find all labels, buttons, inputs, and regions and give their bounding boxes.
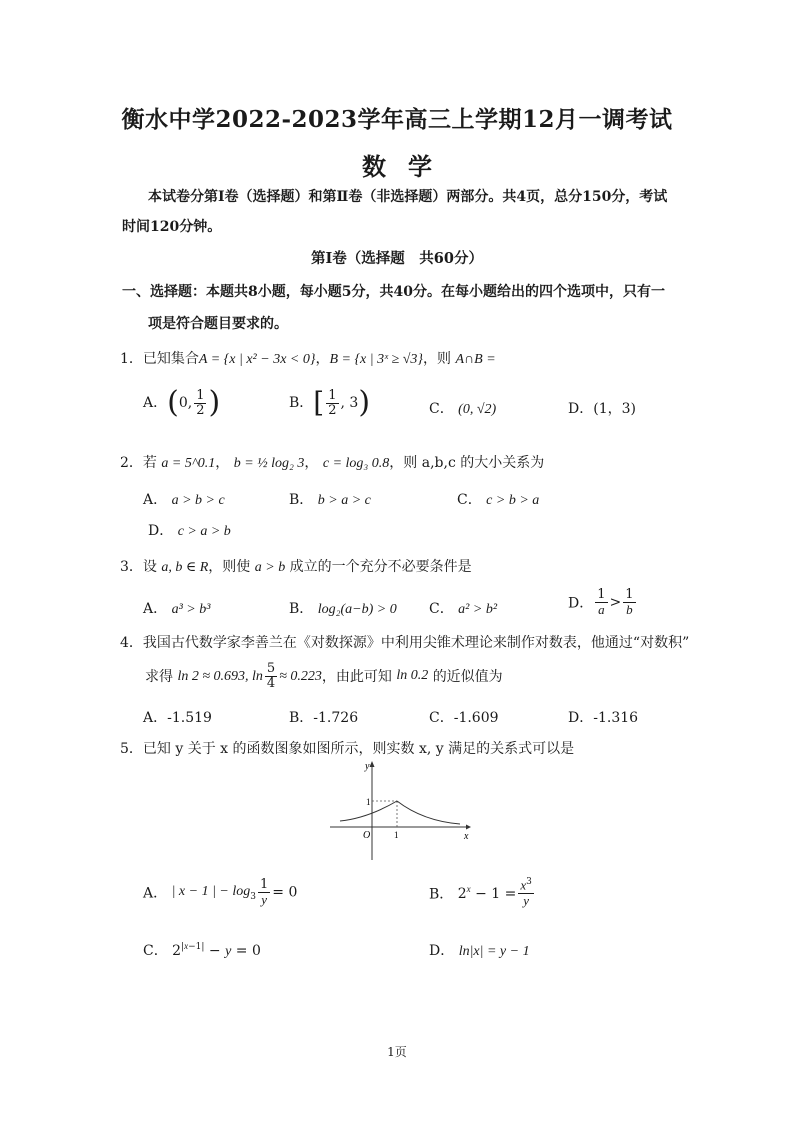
option-label: A． (143, 885, 168, 902)
q2-option-a (143, 489, 225, 509)
q4-option-d (568, 707, 638, 727)
option-value: (0, √2) (458, 402, 497, 417)
q3-option-b (289, 598, 397, 618)
fraction: $\frac{5}{4}$ (266, 661, 276, 691)
option-label: C． (429, 601, 454, 617)
y-tick-label: 1 (366, 797, 371, 807)
option-value: c > a > b (177, 524, 231, 539)
bracket-left: [ (313, 386, 325, 419)
option-label: A． (143, 601, 168, 617)
q4-option-b (289, 707, 358, 727)
question-text: ，则 a,b,c 的大小关系为 (389, 455, 545, 471)
option-label: D． (429, 943, 455, 959)
option-label: C． (429, 710, 454, 726)
option-label: D． (568, 595, 594, 612)
math-ln-value: ln 0.2 (396, 668, 429, 684)
math-set-a: A = {x | x² − 3x < 0} (198, 352, 316, 367)
question-text: 我国古代数学家李善兰在《对数探源》中利用尖锥术理论来制作对数表，他通过“对数积” (142, 635, 690, 651)
fraction: $\frac{1}{y}$ (260, 877, 269, 907)
q5-option-d (429, 940, 530, 960)
option-label: B． (289, 492, 314, 508)
option-label: A． (143, 492, 168, 508)
question-text: 设 (142, 559, 157, 575)
option-value: b > a > c (317, 493, 371, 508)
math-b: b = ½ log₂ 3 (233, 456, 305, 471)
intro-line-2: 时间120分钟。 (122, 219, 222, 235)
question-text: 成立的一个充分不必要条件是 (289, 559, 472, 575)
q1-option-d (568, 398, 636, 418)
q1-option-b: B．[ $\frac{1}{2}$ , 3) (289, 385, 371, 420)
math-a: a = 5^0.1 (161, 456, 216, 471)
question-number: 3． (120, 559, 143, 575)
option-value: (1，3) (593, 401, 636, 417)
subject-title: 数学 (362, 152, 454, 181)
option-label: A． (143, 395, 168, 411)
q2-option-c (457, 489, 539, 509)
paren-right: ) (208, 385, 221, 420)
paren-right: ) (358, 385, 371, 420)
question-number: 4． (120, 635, 143, 651)
y-axis-arrow (370, 761, 375, 767)
y-axis-label: y (365, 761, 370, 772)
option-value: a³ > b³ (171, 602, 211, 617)
option-label: C． (457, 492, 482, 508)
question-text: ，则使 (208, 559, 251, 575)
question-5 (120, 738, 574, 758)
option-label: D． (568, 710, 594, 726)
question-4-line-1 (120, 632, 689, 652)
question-text: 的近似值为 (432, 669, 503, 686)
part-heading: 第Ⅰ卷（选择题 共60分） (311, 250, 483, 267)
fraction: $\frac{1}{b}$ (625, 587, 634, 617)
option-label: B． (289, 601, 314, 617)
question-1 (120, 348, 496, 368)
function-graph (328, 758, 473, 863)
section-instructions-2: 项是符合题目要求的。 (148, 316, 288, 332)
exam-title: 衡水中学2022-2023学年高三上学期12月一调考试 (121, 106, 673, 133)
section-instructions-1: 一、选择题：本题共8小题，每小题5分，共40分。在每小题给出的四个选项中，只有一 (122, 284, 665, 300)
question-number: 2． (120, 455, 143, 471)
option-value: -1.726 (313, 710, 359, 726)
option-label: A． (143, 710, 168, 726)
question-2: 2．若 a = 5^0.1， b = ½ log₂ 3， c = log₃ 0.8，则 a,b,c 的大小关系为 (120, 455, 545, 471)
option-label: C． (429, 401, 454, 417)
x-axis-label: x (464, 831, 469, 842)
q5-option-a: A． | x − 1 | − $\log_3$ $\frac{1}{y}$ = 0 (143, 877, 298, 907)
q1-option-a: A．(0, $\frac{1}{2}$ ) (143, 385, 221, 420)
question-text: 已知 y 关于 x 的函数图象如图所示，则实数 x, y 满足的关系式可以是 (142, 741, 575, 757)
fraction: $\frac{1}{2}$ (328, 387, 337, 418)
math-set-b: B = {x | 3ˣ ≥ √3} (329, 352, 424, 367)
q1-option-c (429, 398, 496, 418)
question-4-line-2: 求得 ln 2 ≈ 0.693, ln $\frac{5}{4}$ ≈ 0.223，由此可知 ln 0.2 的近似值为 (145, 661, 503, 691)
math-condition: a, b ∈ R (161, 560, 209, 575)
option-label: B． (289, 710, 314, 726)
x-axis-arrow (466, 825, 471, 830)
math-intersection: A∩B = (455, 352, 496, 367)
question-text: ， (315, 351, 330, 367)
paren-left: ( (167, 385, 179, 420)
origin-label: O (363, 830, 371, 841)
q3-option-c (429, 598, 497, 618)
question-text: ，由此可知 (321, 669, 392, 686)
option-value: c > b > a (486, 493, 540, 508)
intro-line-1: 本试卷分第Ⅰ卷（选择题）和第Ⅱ卷（非选择题）两部分。共4页，总分150分，考试 (148, 189, 668, 205)
option-value: log₂(a−b) > 0 (317, 602, 397, 617)
fraction: $\frac{1}{a}$ (597, 587, 606, 617)
page-number: 1页 (387, 1045, 407, 1059)
q2-option-d (148, 520, 231, 540)
question-text: ，则 (423, 351, 452, 367)
question-text: 求得 (145, 669, 173, 686)
option-value: a² > b² (458, 602, 498, 617)
question-text: 已知集合 (142, 351, 199, 367)
x-tick-label: 1 (394, 830, 399, 840)
math-target: a > b (254, 560, 286, 575)
math-c: c = log₃ 0.8 (322, 456, 390, 471)
q5-option-c: C． $2^{|x-1|} - y = 0$ (143, 941, 261, 959)
option-value: -1.609 (453, 710, 499, 726)
question-number: 1． (120, 351, 143, 367)
fraction: $\frac{x^3}{y}$ (520, 877, 532, 908)
q4-option-c (429, 707, 499, 727)
q5-option-b: B． $2^x - 1$ = $\frac{x^3}{y}$ (429, 877, 532, 908)
option-label: D． (148, 523, 174, 539)
q3-option-a (143, 598, 210, 618)
question-3 (120, 556, 472, 576)
q4-option-a (143, 707, 212, 727)
option-label: B． (429, 886, 454, 903)
option-label: D． (568, 401, 594, 417)
option-label: C． (143, 943, 168, 959)
option-label: B． (289, 395, 314, 411)
option-value: ln|x| = y − 1 (458, 944, 530, 959)
fraction: $\frac{1}{2}$ (196, 387, 205, 418)
option-value: -1.519 (167, 710, 212, 726)
q3-option-d: D． $\frac{1}{a}$ > $\frac{1}{b}$ (568, 587, 634, 617)
curve-right (397, 801, 460, 824)
option-value: -1.316 (593, 710, 639, 726)
q2-option-b (289, 489, 371, 509)
option-value: a > b > c (171, 493, 225, 508)
question-text: 若 (142, 455, 157, 471)
question-number: 5． (120, 741, 143, 757)
